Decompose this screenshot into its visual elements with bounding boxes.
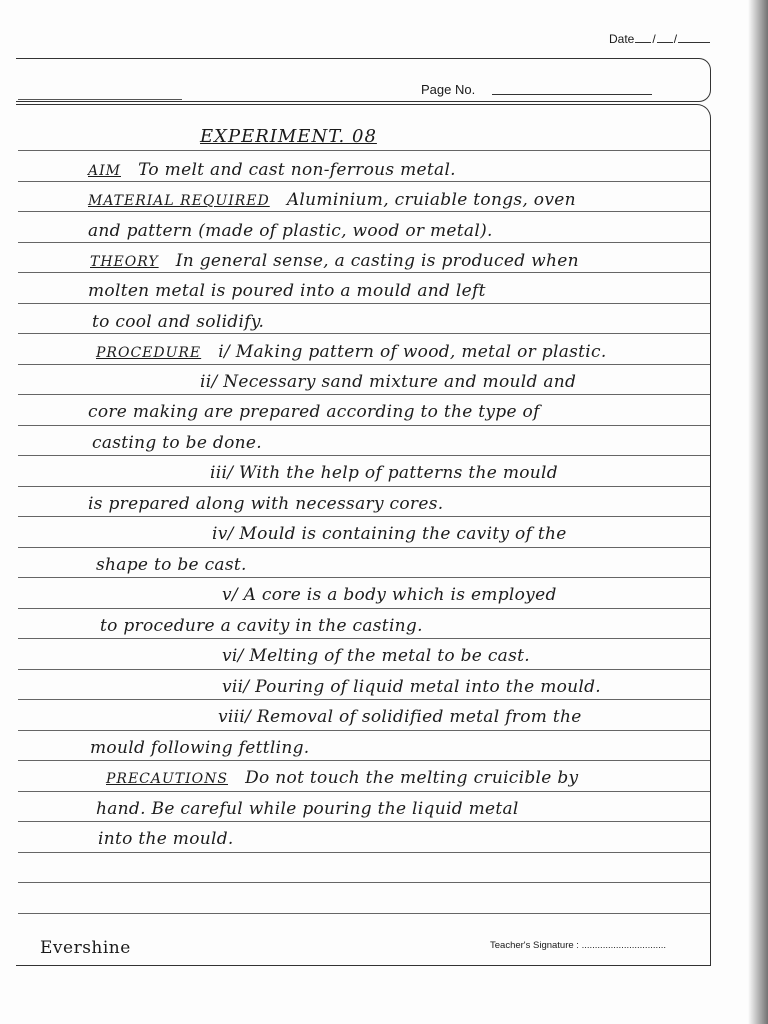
precautions-text-1: Do not touch the melting cruicible by bbox=[245, 768, 579, 788]
ruled-line bbox=[18, 577, 710, 578]
material-heading: MATERIAL REQUIRED bbox=[88, 193, 270, 209]
procedure-step-5-cont: to procedure a cavity in the casting. bbox=[100, 616, 423, 636]
procedure-step-6: vi/ Melting of the metal to be cast. bbox=[222, 646, 530, 666]
aim-line bbox=[88, 160, 456, 180]
precautions-text-3: into the mould. bbox=[98, 829, 234, 849]
ruled-line bbox=[18, 150, 710, 151]
procedure-heading: PROCEDURE bbox=[96, 345, 202, 361]
ruled-line bbox=[18, 821, 710, 822]
ruled-line bbox=[18, 699, 710, 700]
ruled-line bbox=[18, 882, 710, 883]
page-no-line bbox=[492, 94, 652, 95]
page-no-label: Page No. bbox=[421, 82, 476, 97]
date-month-line bbox=[657, 32, 673, 43]
ruled-line bbox=[18, 852, 710, 853]
date-day-line bbox=[635, 32, 651, 43]
ruled-line bbox=[18, 455, 710, 456]
ruled-line bbox=[18, 272, 710, 273]
procedure-step-2-cont: core making are prepared according to the type of bbox=[88, 402, 540, 422]
theory-text-1: In general sense, a casting is produced when bbox=[175, 251, 579, 271]
ruled-line bbox=[18, 760, 710, 761]
ruled-line bbox=[18, 730, 710, 731]
date-label: Date bbox=[609, 32, 635, 46]
material-text-1: Aluminium, cruiable tongs, oven bbox=[286, 190, 576, 210]
date-field: Date / / bbox=[609, 32, 711, 46]
procedure-step-8-cont: mould following fettling. bbox=[90, 738, 310, 758]
ruled-line bbox=[18, 211, 710, 212]
procedure-step-8: viii/ Removal of solidified metal from the bbox=[218, 707, 582, 727]
procedure-step-3: iii/ With the help of patterns the mould bbox=[210, 463, 558, 483]
aim-heading: AIM bbox=[88, 163, 121, 179]
page-edge-shadow bbox=[748, 0, 768, 1024]
precautions-heading: PRECAUTIONS bbox=[106, 771, 228, 787]
theory-heading: THEORY bbox=[90, 254, 159, 270]
material-text-2: and pattern (made of plastic, wood or metal). bbox=[88, 221, 493, 241]
theory-line bbox=[90, 251, 579, 271]
aim-text: To melt and cast non-ferrous metal. bbox=[138, 160, 456, 180]
procedure-step-4-cont: shape to be cast. bbox=[96, 555, 247, 575]
ruled-line bbox=[18, 913, 710, 914]
experiment-title: EXPERIMENT. 08 bbox=[200, 126, 377, 147]
procedure-step-4: iv/ Mould is containing the cavity of the bbox=[212, 524, 567, 544]
procedure-step-5: v/ A core is a body which is employed bbox=[222, 585, 557, 605]
ruled-line bbox=[18, 791, 710, 792]
procedure-line bbox=[96, 342, 607, 362]
ruled-line bbox=[18, 669, 710, 670]
ruled-line bbox=[18, 394, 710, 395]
theory-text-2: molten metal is poured into a mould and left bbox=[88, 281, 486, 301]
ruled-line bbox=[18, 516, 710, 517]
procedure-step-7: vii/ Pouring of liquid metal into the mould. bbox=[222, 677, 602, 697]
ruled-line bbox=[18, 303, 710, 304]
ruled-line bbox=[18, 608, 710, 609]
teacher-signature-field: Teacher's Signature : ................................ bbox=[490, 940, 667, 951]
brand-logo: Evershine bbox=[40, 938, 131, 958]
procedure-step-1: i/ Making pattern of wood, metal or plastic. bbox=[218, 342, 607, 362]
material-line bbox=[88, 190, 576, 210]
precautions-line bbox=[106, 768, 578, 788]
procedure-step-2: ii/ Necessary sand mixture and mould and bbox=[200, 372, 577, 392]
ruled-line bbox=[18, 333, 710, 334]
header-box bbox=[16, 58, 711, 102]
procedure-step-3-cont: is prepared along with necessary cores. bbox=[88, 494, 444, 514]
ruled-line bbox=[18, 181, 710, 182]
procedure-step-2-end: casting to be done. bbox=[92, 433, 262, 453]
margin-stub-line bbox=[18, 99, 182, 100]
precautions-text-2: hand. Be careful while pouring the liquid metal bbox=[96, 799, 519, 819]
ruled-line bbox=[18, 242, 710, 243]
ruled-line bbox=[18, 547, 710, 548]
ruled-line bbox=[18, 486, 710, 487]
ruled-line bbox=[18, 638, 710, 639]
date-year-line bbox=[678, 32, 710, 43]
ruled-line bbox=[18, 364, 710, 365]
theory-text-3: to cool and solidify. bbox=[92, 312, 265, 332]
ruled-line bbox=[18, 425, 710, 426]
